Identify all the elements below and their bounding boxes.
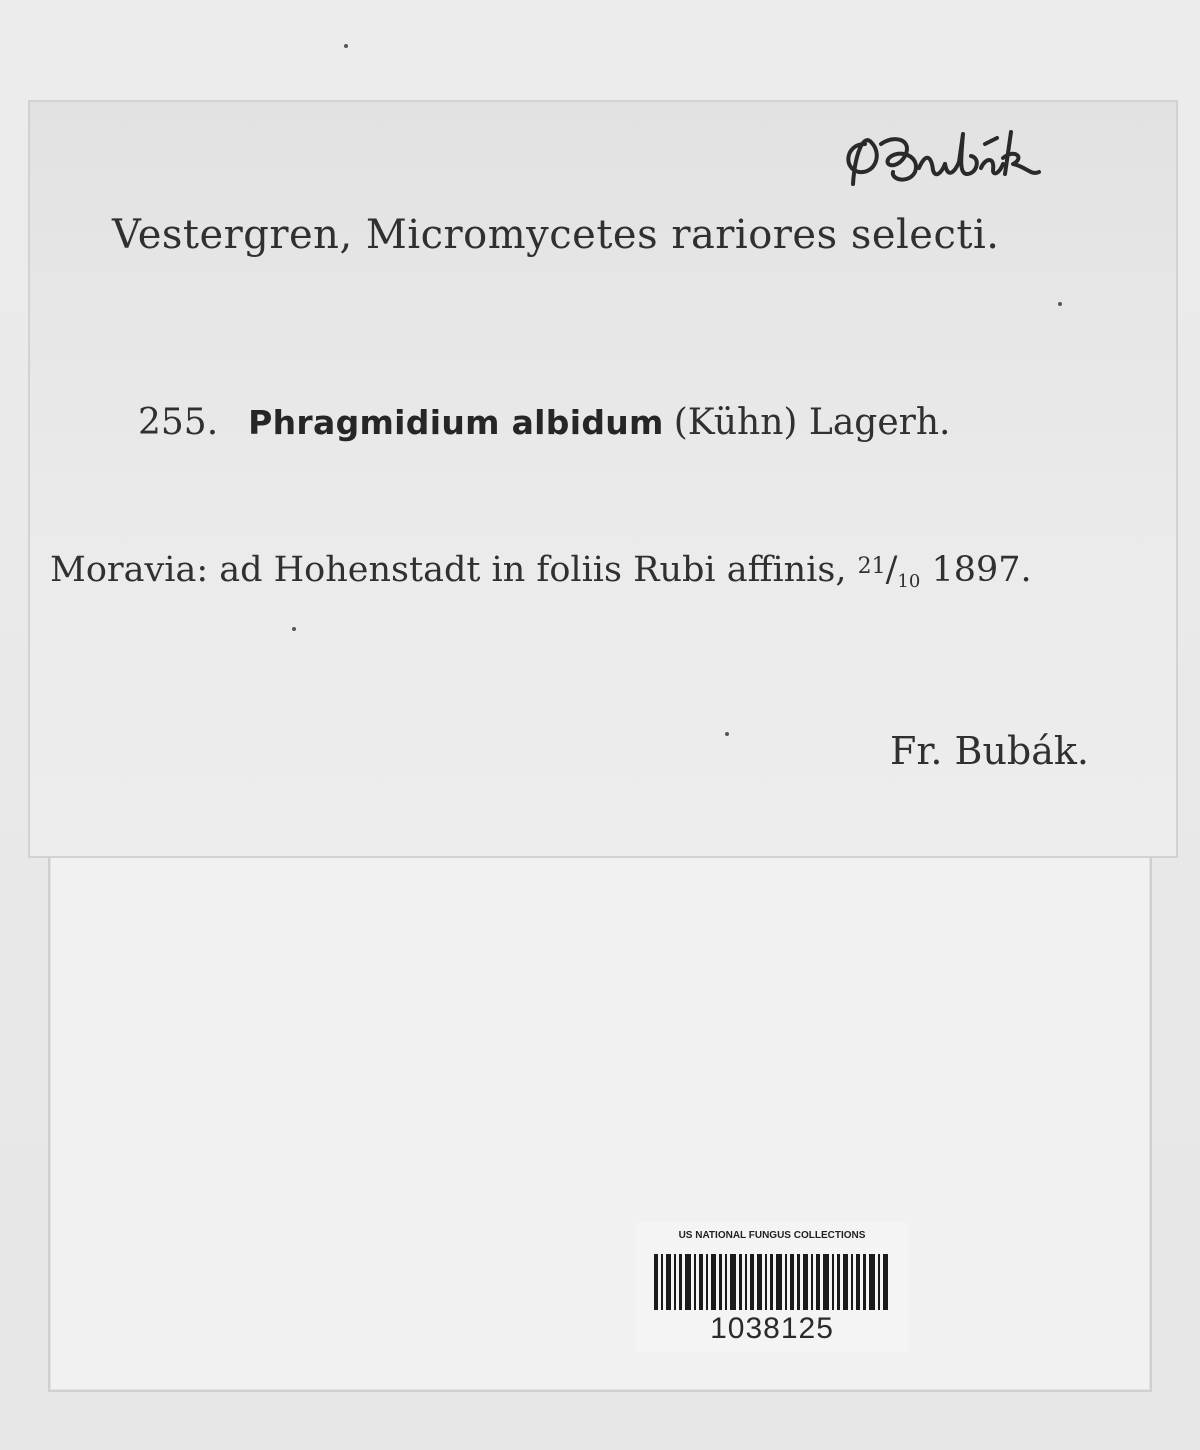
taxon-name: Phragmidium albidum: [248, 403, 664, 442]
barcode-label: [636, 1222, 908, 1352]
locality-line: [50, 550, 1032, 592]
barcode-header: US NATIONAL FUNGUS COLLECTIONS: [678, 1230, 866, 1241]
paper-speck: [1058, 302, 1062, 306]
barcode-image: [654, 1254, 890, 1310]
paper-speck: [725, 732, 729, 736]
locality-text: Moravia: ad Hohenstadt in foliis Rubi affinis,: [50, 550, 847, 590]
taxon-entry: [138, 402, 950, 443]
collector-name: Fr. Bubák.: [890, 729, 1089, 773]
barcode-number: 1038125: [710, 1312, 834, 1345]
paper-speck: [292, 627, 296, 631]
exsiccata-number: 255.: [138, 402, 219, 443]
specimen-label: [28, 100, 1178, 858]
paper-speck: [344, 44, 348, 48]
date-day: 21: [857, 554, 886, 579]
specimen-packet: [48, 840, 1152, 1392]
date-month: 10: [897, 571, 921, 592]
date-slash: /: [885, 550, 898, 590]
series-title: Vestergren, Micromycetes rariores selecti.: [112, 212, 1000, 258]
taxon-authority: (Kühn) Lagerh.: [673, 402, 951, 443]
date-year: 1897.: [931, 550, 1032, 590]
handwritten-signature: [835, 114, 1095, 204]
